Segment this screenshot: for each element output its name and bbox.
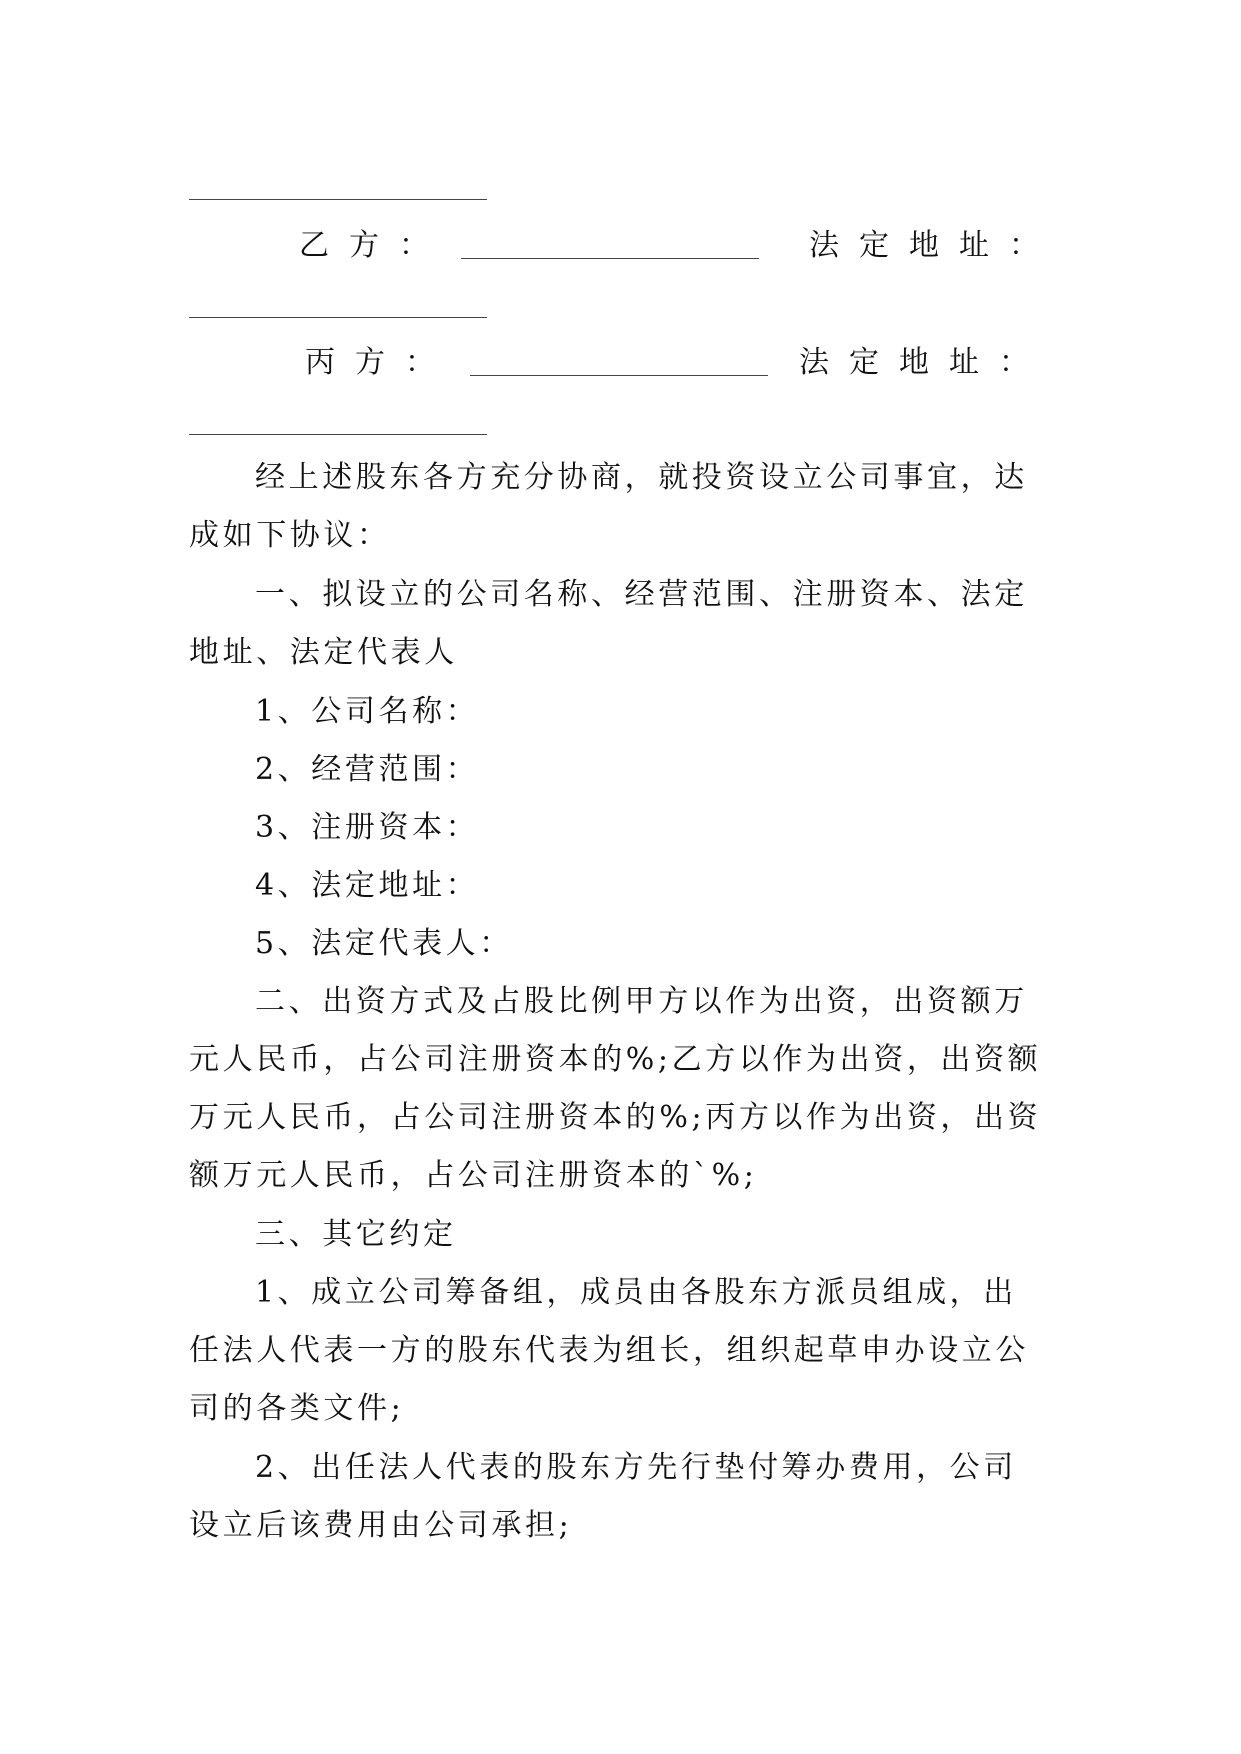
section1-item: 1、公司名称：	[255, 694, 480, 729]
section1-item: 2、经营范围：	[255, 752, 480, 787]
party-row-yi	[189, 216, 1059, 276]
party-name-label: 丙方：	[305, 345, 455, 380]
intro-paragraph: 经上述股东各方充分协商，就投资设立公司事宜，达成如下协议：	[189, 460, 1028, 553]
blank-line	[189, 317, 487, 318]
section3-heading: 三、其它约定	[255, 1217, 457, 1252]
party-name-label: 乙方：	[299, 228, 449, 263]
section1-item: 3、注册资本：	[255, 810, 480, 845]
blank-line	[189, 199, 487, 200]
section1-heading: 一、拟设立的公司名称、经营范围、注册资本、法定地址、法定代表人	[189, 577, 1028, 670]
party-address-label: 法定地址：	[809, 228, 1059, 263]
section1-item: 4、法定地址：	[255, 868, 480, 903]
section2-paragraph: 二、出资方式及占股比例甲方以作为出资，出资额万元人民币，占公司注册资本的%;乙方以作为出资，出资额万元人民币，占公司注册资本的%;丙方以作为出资，出资额万元人民币，占公司注册资本的`%;	[189, 984, 1042, 1193]
party-address-label: 法定地址：	[799, 345, 1049, 380]
party-name-blank	[461, 258, 759, 259]
section3-item: 1、成立公司筹备组，成员由各股东方派员组成，出任法人代表一方的股东代表为组长，组织起草申办设立公司的各类文件;	[189, 1275, 1029, 1426]
section1-item: 5、法定代表人：	[255, 926, 513, 961]
party-name-blank	[470, 375, 768, 376]
party-row-bing	[189, 333, 1049, 393]
section3-item: 2、出任法人代表的股东方先行垫付筹办费用，公司设立后该费用由公司承担;	[189, 1450, 1017, 1543]
blank-line	[189, 434, 487, 435]
